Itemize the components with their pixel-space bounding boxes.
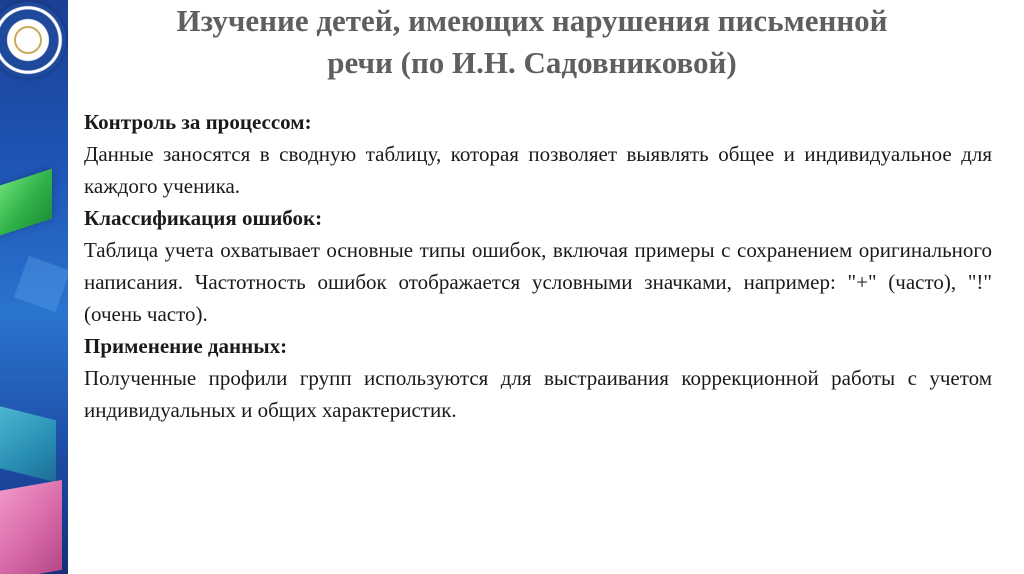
green-cube-decoration [0, 169, 52, 238]
section-heading-control: Контроль за процессом: [84, 110, 312, 134]
blue-cube-decoration [14, 256, 68, 312]
slide-title [70, 0, 994, 84]
slide-body [84, 106, 992, 426]
slide-title-line-1: Изучение детей, имеющих нарушения письменной [176, 3, 888, 38]
section-heading-application: Применение данных: [84, 334, 288, 358]
pink-cube-decoration [0, 480, 62, 574]
decorative-sidebar [0, 0, 68, 574]
section-text-application: Полученные профили групп используются для выстраивания коррекционной работы с учетом индивидуальных и общих характеристик. [84, 366, 992, 422]
teal-cube-decoration [0, 404, 56, 482]
section-text-control: Данные заносятся в сводную таблицу, которая позволяет выявлять общее и индивидуальное для каждого ученика. [84, 142, 992, 198]
section-text-classification: Таблица учета охватывает основные типы ошибок, включая примеры с сохранением оригинального написания. Частотность ошибок отображается условными значками, например: "+" (часто), "!" (очень часто). [84, 238, 992, 326]
section-heading-classification: Классификация ошибок: [84, 206, 323, 230]
slide-title-line-2: речи (по И.Н. Садовниковой) [327, 45, 737, 80]
logo-emblem [14, 26, 42, 54]
